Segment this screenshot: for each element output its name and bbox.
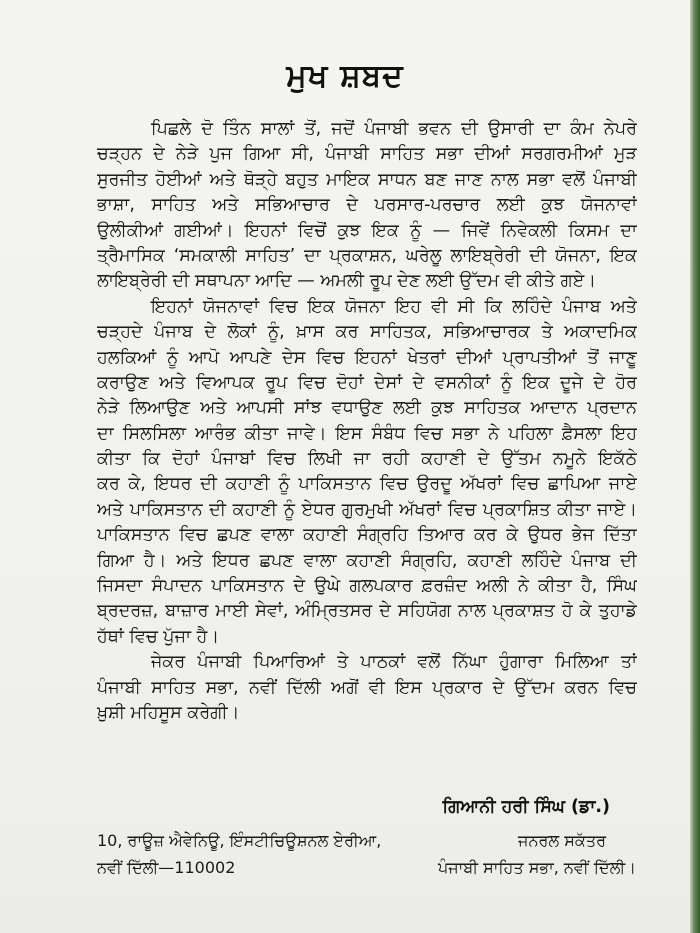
text-line: ਕਰਾਉਣ ਅਤੇ ਵਿਆਪਕ ਰੂਪ ਵਿਚ ਦੋਹਾਂ ਦੇਸਾਂ ਦੇ ਵਸਨੀਕਾਂ ਨੂੰ ਇਕ ਦੂਜੇ ਦੇ ਹੋਰ: [97, 372, 637, 393]
book-spine-edge: [690, 0, 700, 933]
text-line: ਹਲਕਿਆਂ ਨੂੰ ਆਪੋ ਆਪਣੇ ਦੇਸ ਵਿਚ ਇਹਨਾਂ ਖੇਤਰਾਂ ਦੀਆਂ ਪ੍ਰਾਪਤੀਆਂ ਤੋਂ ਜਾਣੂ: [97, 347, 637, 368]
text-line: ਭਾਸ਼ਾ, ਸਾਹਿਤ ਅਤੇ ਸਭਿਆਚਾਰ ਦੇ ਪਰਸਾਰ-ਪਰਚਾਰ ਲਈ ਕੁਝ ਯੋਜਨਾਵਾਂ: [97, 195, 637, 216]
text-line: ਅਤੇ ਪਾਕਿਸਤਾਨ ਦੀ ਕਹਾਣੀ ਨੂੰ ਏਧਰ ਗੁਰਮੁਖੀ ਅੱਖਰਾਂ ਵਿਚ ਪ੍ਰਕਾਸ਼ਿਤ ਕੀਤਾ ਜਾਏ।: [97, 499, 637, 520]
text-line: ਚੜ੍ਹਦੇ ਪੰਜਾਬ ਦੇ ਲੋਕਾਂ ਨੂੰ, ਖ਼ਾਸ ਕਰ ਸਾਹਿਤਕ, ਸਭਿਆਚਾਰਕ ਤੇ ਅਕਾਦਮਿਕ: [97, 322, 637, 343]
text-line: ਜੇਕਰ ਪੰਜਾਬੀ ਪਿਆਰਿਆਂ ਤੇ ਪਾਠਕਾਂ ਵਲੋਂ ਨਿੱਘਾ ਹੁੰਗਾਰਾ ਮਿਲਿਆ ਤਾਂ: [151, 652, 637, 673]
designation-block: [438, 827, 636, 881]
text-line: ਉਲੀਕੀਆਂ ਗਈਆਂ। ਇਹਨਾਂ ਵਿਚੋਂ ਕੁਝ ਇਕ ਨੂੰ — ਜਿਵੇਂ ਨਿਵੇਕਲੀ ਕਿਸਮ ਦਾ: [97, 220, 637, 241]
text-line: ਇਹਨਾਂ ਯੋਜਨਾਵਾਂ ਵਿਚ ਇਕ ਯੋਜਨਾ ਇਹ ਵੀ ਸੀ ਕਿ ਲਹਿੰਦੇ ਪੰਜਾਬ ਅਤੇ: [151, 296, 637, 317]
text-line: ਖ਼ੁਸ਼ੀ ਮਹਿਸੂਸ ਕਰੇਗੀ।: [97, 702, 240, 723]
text-line: ਲਾਇਬ੍ਰੇਰੀ ਦੀ ਸਥਾਪਨਾ ਆਦਿ — ਅਮਲੀ ਰੂਪ ਦੇਣ ਲਈ ਉੱਦਮ ਵੀ ਕੀਤੇ ਗਏ।: [97, 271, 597, 292]
text-line: ਤ੍ਰੈਮਾਸਿਕ ‘ਸਮਕਾਲੀ ਸਾਹਿਤ’ ਦਾ ਪ੍ਰਕਾਸ਼ਨ, ਘਰੇਲੂ ਲਾਇਬ੍ਰੇਰੀ ਦੀ ਯੋਜਨਾ, ਇਕ: [97, 245, 637, 266]
address-block: [97, 827, 381, 881]
text-line: ਸੁਰਜੀਤ ਹੋਈਆਂ ਅਤੇ ਥੋੜ੍ਹੇ ਬਹੁਤ ਮਾਇਕ ਸਾਧਨ ਬਣ ਜਾਣ ਨਾਲ ਸਭਾ ਵਲੋਂ ਪੰਜਾਬੀ: [97, 169, 637, 190]
address-line: ਨਵੀਂ ਦਿੱਲੀ—110002: [97, 858, 236, 877]
text-line: ਪਾਕਿਸਤਾਨ ਵਿਚ ਛਪਣ ਵਾਲਾ ਕਹਾਣੀ ਸੰਗ੍ਰਹਿ ਤਿਆਰ ਕਰ ਕੇ ਉਧਰ ਭੇਜ ਦਿੱਤਾ: [97, 525, 637, 546]
text-line: ਜਿਸਦਾ ਸੰਪਾਦਨ ਪਾਕਿਸਤਾਨ ਦੇ ਉਘੇ ਗਲਪਕਾਰ ਫ਼ਰਜ਼ੰਦ ਅਲੀ ਨੇ ਕੀਤਾ ਹੈ, ਸਿੰਘ: [97, 576, 637, 597]
page-title: ਮੁਖ ਸ਼ਬਦ: [286, 58, 404, 94]
body-text: [97, 117, 637, 726]
text-line: ਕੀਤਾ ਕਿ ਦੋਹਾਂ ਪੰਜਾਬਾਂ ਵਿਚ ਲਿਖੀ ਜਾ ਰਹੀ ਕਹਾਣੀ ਦੇ ਉੱਤਮ ਨਮੂਨੇ ਇਕੱਠੇ: [97, 449, 637, 470]
address-line: 10, ਰਾਊਜ਼ ਐਵੇਨਿਊ, ਇੰਸਟੀਚਿਊਸ਼ਨਲ ਏਰੀਆ,: [97, 831, 382, 850]
organization-name: ਪੰਜਾਬੀ ਸਾਹਿਤ ਸਭਾ, ਨਵੀਂ ਦਿੱਲੀ।: [437, 858, 636, 877]
text-line: ਪਿਛਲੇ ਦੋ ਤਿੰਨ ਸਾਲਾਂ ਤੋਂ, ਜਦੋਂ ਪੰਜਾਬੀ ਭਵਨ ਦੀ ਉਸਾਰੀ ਦਾ ਕੰਮ ਨੇਪਰੇ: [151, 119, 637, 139]
designation-title: ਜਨਰਲ ਸਕੱਤਰ: [518, 831, 606, 850]
text-line: ਗਿਆ ਹੈ। ਅਤੇ ਇਧਰ ਛਪਣ ਵਾਲਾ ਕਹਾਣੀ ਸੰਗ੍ਰਹਿ, ਕਹਾਣੀ ਲਹਿੰਦੇ ਪੰਜਾਬ ਦੀ: [97, 550, 637, 571]
text-line: ਦਾ ਸਿਲਸਿਲਾ ਆਰੰਭ ਕੀਤਾ ਜਾਵੇ। ਇਸ ਸੰਬੰਧ ਵਿਚ ਸਭਾ ਨੇ ਪਹਿਲਾ ਫ਼ੈਸਲਾ ਇਹ: [97, 423, 637, 444]
text-line: ਹੱਥਾਂ ਵਿਚ ਪੁੱਜਾ ਹੈ।: [97, 626, 220, 647]
text-line: ਕਰ ਕੇ, ਇਧਰ ਦੀ ਕਹਾਣੀ ਨੂੰ ਪਾਕਿਸਤਾਨ ਵਿਚ ਉਰਦੂ ਅੱਖਰਾਂ ਵਿਚ ਛਾਪਿਆ ਜਾਏ: [97, 474, 637, 495]
text-line: ਪੰਜਾਬੀ ਸਾਹਿਤ ਸਭਾ, ਨਵੀਂ ਦਿੱਲੀ ਅਗੋਂ ਵੀ ਇਸ ਪ੍ਰਕਾਰ ਦੇ ਉੱਦਮ ਕਰਨ ਵਿਚ: [97, 677, 637, 698]
text-line: ਨੇੜੇ ਲਿਆਉਣ ਅਤੇ ਆਪਸੀ ਸਾਂਝ ਵਧਾਉਣ ਲਈ ਕੁਝ ਸਾਹਿਤਕ ਆਦਾਨ ਪ੍ਰਦਾਨ: [97, 398, 637, 419]
signature-name: ਗਿਆਨੀ ਹਰੀ ਸਿੰਘ (ਡਾ.): [442, 797, 610, 817]
text-line: ਬ੍ਰਦਰਜ਼, ਬਾਜ਼ਾਰ ਮਾਈ ਸੇਵਾਂ, ਅੰਮ੍ਰਿਤਸਰ ਦੇ ਸਹਿਯੋਗ ਨਾਲ ਪ੍ਰਕਾਸ਼ਤ ਹੋ ਕੇ ਤੁਹਾਡੇ: [97, 601, 637, 622]
text-line: ਚੜ੍ਹਨ ਦੇ ਨੇੜੇ ਪੁਜ ਗਿਆ ਸੀ, ਪੰਜਾਬੀ ਸਾਹਿਤ ਸਭਾ ਦੀਆਂ ਸਰਗਰਮੀਆਂ ਮੁੜ: [97, 144, 637, 165]
